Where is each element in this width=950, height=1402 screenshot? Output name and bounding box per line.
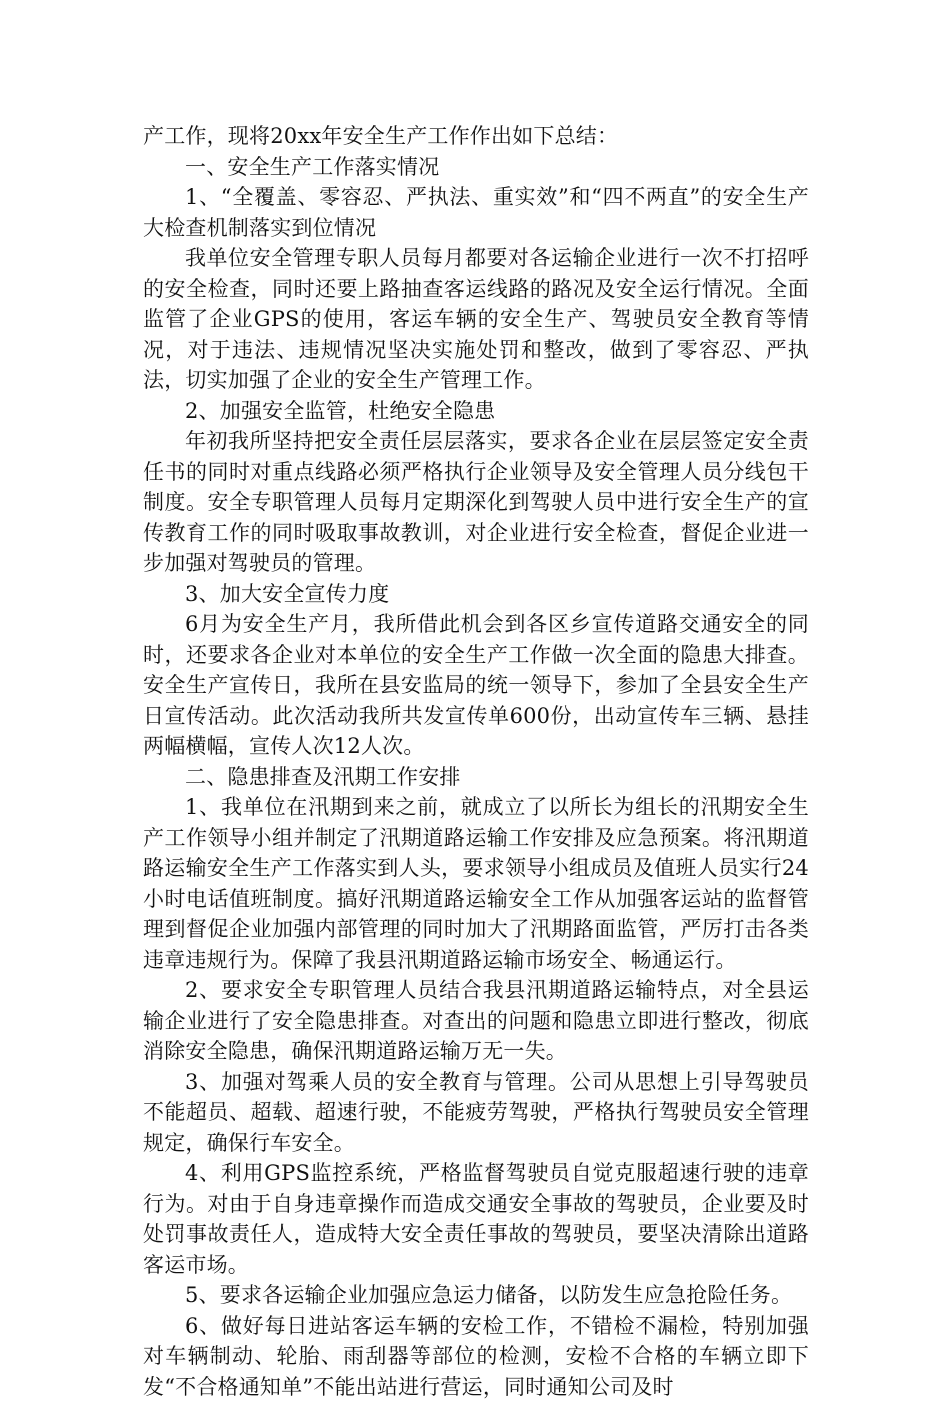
document-body	[143, 121, 809, 1402]
subheading-2: 2、加强安全监管，杜绝安全隐患	[143, 396, 809, 427]
paragraph-item-1: 1、我单位在汛期到来之前，就成立了以所长为组长的汛期安全生产工作领导小组并制定了汛期道路运输工作安排及应急预案。将汛期道路运输安全生产工作落实到人头，要求领导小组成员及值班人员实行24小时电话值班制度。搞好汛期道路运输安全工作从加强客运站的监督管理到督促企业加强内部管理的同时加大了汛期路面监管，严厉打击各类违章违规行为。保障了我县汛期道路运输市场安全、畅通运行。	[143, 792, 809, 975]
subheading-1: 1、“全覆盖、零容忍、严执法、重实效”和“四不两直”的安全生产大检查机制落实到位情况	[143, 182, 809, 243]
paragraph-body: 6月为安全生产月，我所借此机会到各区乡宣传道路交通安全的同时，还要求各企业对本单位的安全生产工作做一次全面的隐患大排查。安全生产宣传日，我所在县安监局的统一领导下，参加了全县安全生产日宣传活动。此次活动我所共发宣传单600份，出动宣传车三辆、悬挂两幅横幅，宣传人次12人次。	[143, 609, 809, 762]
paragraph-item-2: 2、要求安全专职管理人员结合我县汛期道路运输特点，对全县运输企业进行了安全隐患排查。对查出的问题和隐患立即进行整改，彻底消除安全隐患，确保汛期道路运输万无一失。	[143, 975, 809, 1067]
paragraph-item-5: 5、要求各运输企业加强应急运力储备，以防发生应急抢险任务。	[143, 1280, 809, 1311]
section-heading-2: 二、隐患排查及汛期工作安排	[143, 762, 809, 793]
paragraph-item-6: 6、做好每日进站客运车辆的安检工作，不错检不漏检，特别加强对车辆制动、轮胎、雨刮器等部位的检测，安检不合格的车辆立即下发“不合格通知单”不能出站进行营运，同时通知公司及时	[143, 1311, 809, 1402]
paragraph-item-4: 4、利用GPS监控系统，严格监督驾驶员自觉克服超速行驶的违章行为。对由于自身违章操作而造成交通安全事故的驾驶员，企业要及时处罚事故责任人，造成特大安全责任事故的驾驶员，要坚决清除出道路客运市场。	[143, 1158, 809, 1280]
section-heading-1: 一、安全生产工作落实情况	[143, 152, 809, 183]
paragraph-opening: 产工作，现将20xx年安全生产工作作出如下总结：	[143, 121, 809, 152]
paragraph-body: 我单位安全管理专职人员每月都要对各运输企业进行一次不打招呼的安全检查，同时还要上路抽查客运线路的路况及安全运行情况。全面监管了企业GPS的使用，客运车辆的安全生产、驾驶员安全教育等情况，对于违法、违规情况坚决实施处罚和整改，做到了零容忍、严执法，切实加强了企业的安全生产管理工作。	[143, 243, 809, 396]
subheading-3: 3、加大安全宣传力度	[143, 579, 809, 610]
paragraph-body: 年初我所坚持把安全责任层层落实，要求各企业在层层签定安全责任书的同时对重点线路必须严格执行企业领导及安全管理人员分线包干制度。安全专职管理人员每月定期深化到驾驶人员中进行安全生产的宣传教育工作的同时吸取事故教训，对企业进行安全检查，督促企业进一步加强对驾驶员的管理。	[143, 426, 809, 579]
paragraph-item-3: 3、加强对驾乘人员的安全教育与管理。公司从思想上引导驾驶员不能超员、超载、超速行驶，不能疲劳驾驶，严格执行驾驶员安全管理规定，确保行车安全。	[143, 1067, 809, 1159]
